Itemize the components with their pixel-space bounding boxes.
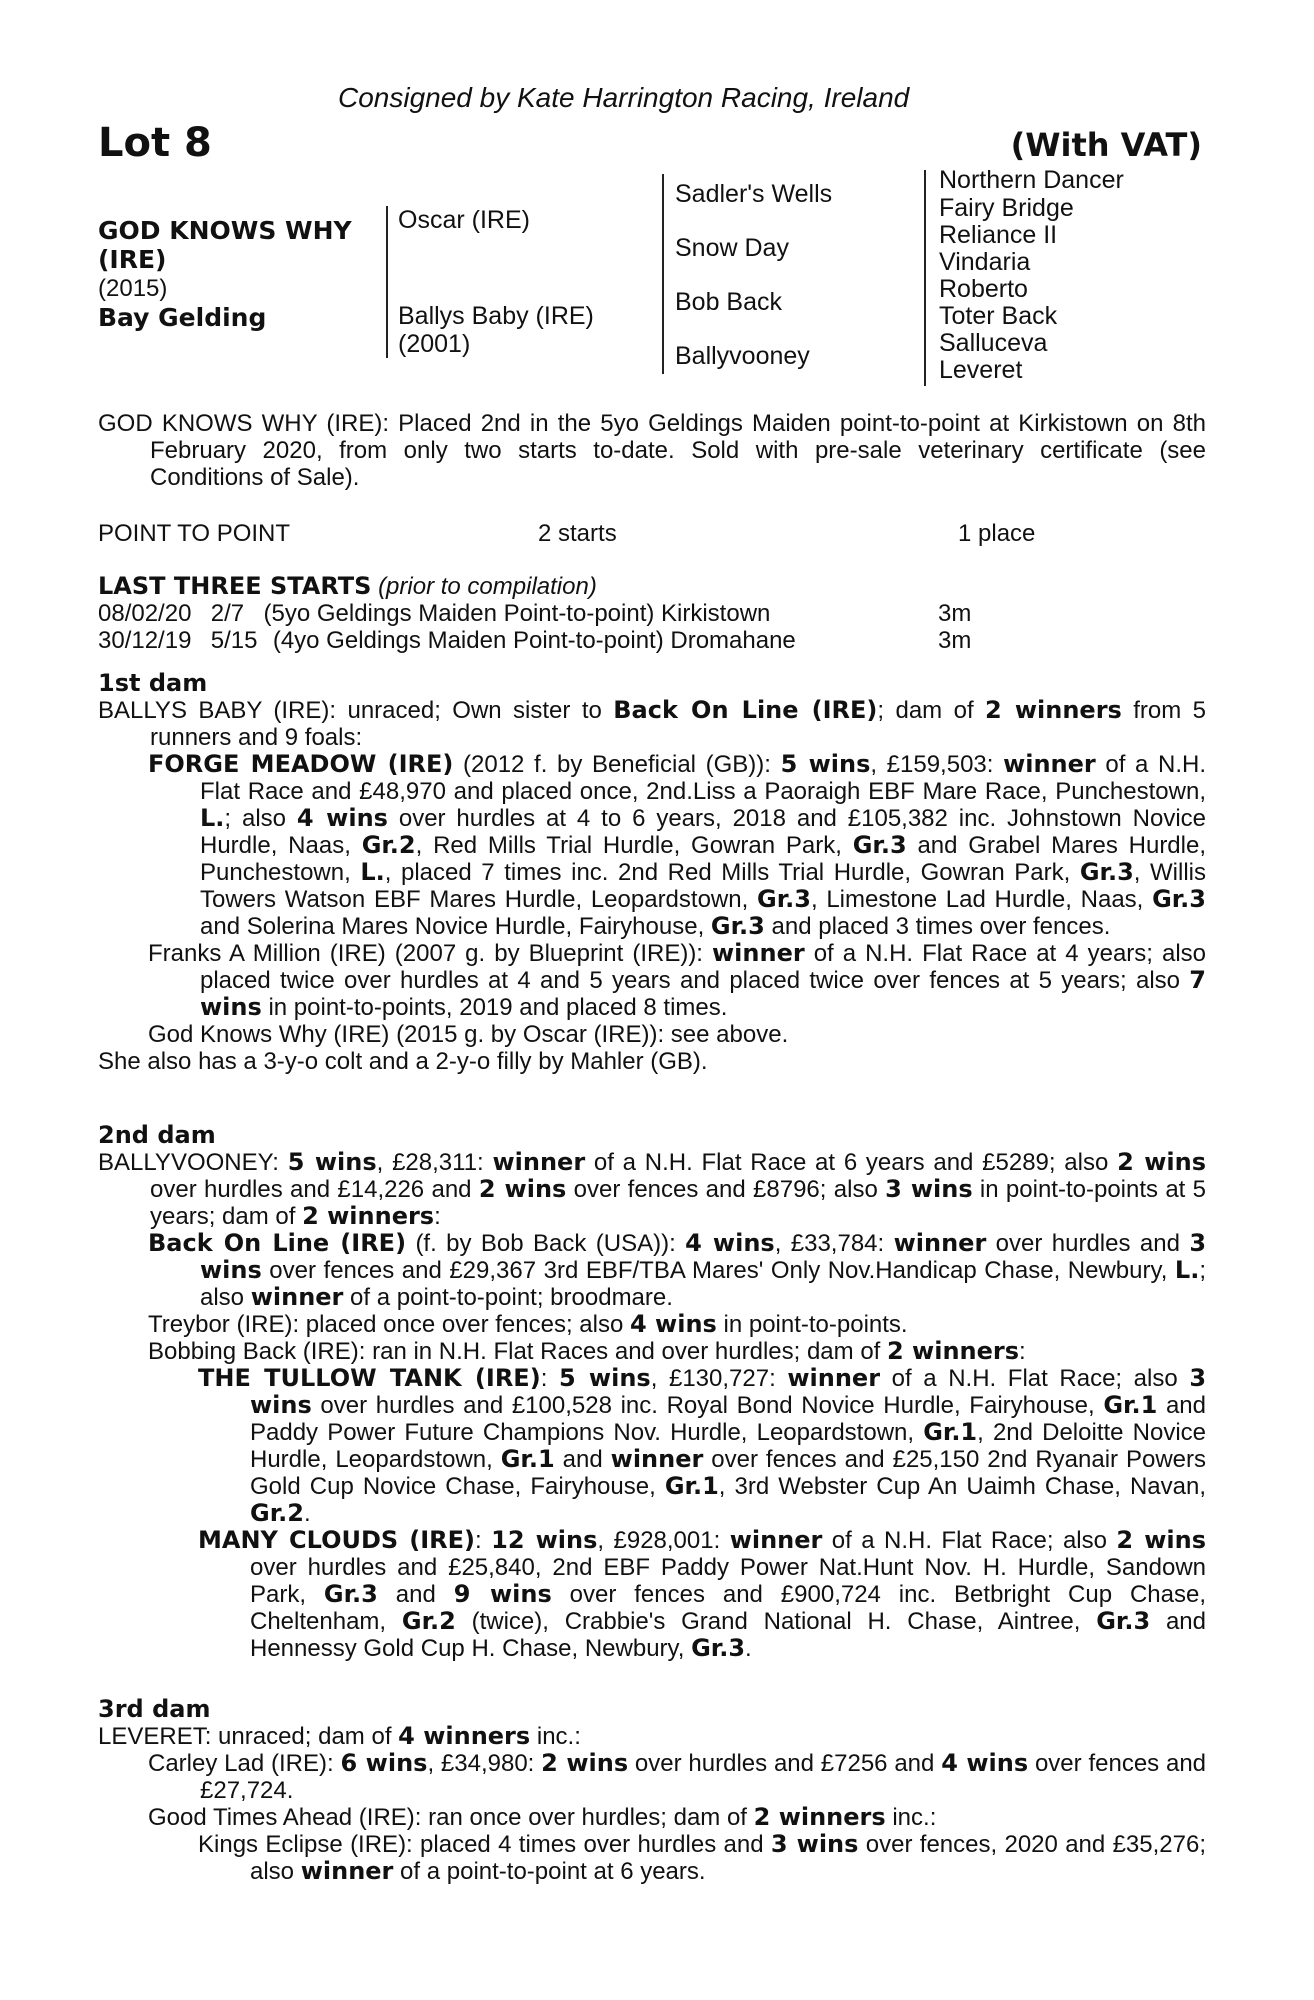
consignor-line: Consigned by Kate Harrington Racing, Ireland bbox=[338, 82, 910, 113]
second-dam-heading: 2nd dam bbox=[98, 1121, 216, 1149]
start-date: 08/02/20 bbox=[98, 600, 192, 627]
start-distance: 3m bbox=[938, 627, 972, 654]
third-dam-heading: 3rd dam bbox=[98, 1695, 211, 1723]
pedigree-gen3-5: Roberto bbox=[939, 275, 1028, 303]
summary-text: GOD KNOWS WHY (IRE): Placed 2nd in the 5yo Geldings Maiden point-to-point at Kirkistown on 8th February 2020, from only two starts to-date. Sold with pre-sale veterinary certificate (see Conditions of Sale). bbox=[98, 410, 1206, 491]
horse-sex: Bay Gelding bbox=[98, 303, 267, 332]
last-three-note: (prior to compilation) bbox=[378, 573, 597, 600]
pedigree-gen2-4: Ballyvooney bbox=[675, 342, 810, 370]
produce-many-clouds: MANY CLOUDS (IRE): 12 wins, £928,001: winner of a N.H. Flat Race; also 2 wins over hurdles and £25,840, 2nd EBF Paddy Power Nat.Hunt Nov. H. Hurdle, Sandown Park, Gr.3 and 9 wins over fences and £900,724 inc. Betbright Cup Chase, Cheltenham, Gr.2 (twice), Crabbie's Grand National H. Chase, Aintree, Gr.3 and Hennessy Gold Cup H. Chase, Newbury, Gr.3. bbox=[198, 1526, 1206, 1662]
horse-year: (2015) bbox=[98, 275, 168, 302]
summary-block bbox=[98, 410, 1206, 491]
pedigree-divider-3 bbox=[924, 170, 926, 386]
horse-info bbox=[98, 216, 352, 332]
start-race: (5yo Geldings Maiden Point-to-point) Kirkistown bbox=[263, 600, 771, 627]
start-position: 2/7 bbox=[210, 600, 245, 627]
pedigree-dam-year: (2001) bbox=[398, 330, 471, 358]
start-row bbox=[98, 600, 770, 628]
first-dam-heading: 1st dam bbox=[98, 669, 208, 697]
first-dam-intro: BALLYS BABY (IRE): unraced; Own sister to Back On Line (IRE); dam of 2 winners from 5 runners and 9 foals: bbox=[98, 696, 1207, 751]
pedigree-gen3-6: Toter Back bbox=[939, 302, 1058, 330]
third-dam-section bbox=[98, 1696, 1206, 1885]
pedigree-gen3-7: Salluceva bbox=[939, 329, 1048, 357]
last-three-heading: LAST THREE STARTS bbox=[98, 572, 372, 600]
pedigree-gen2-3: Bob Back bbox=[675, 288, 783, 316]
start-distance: 3m bbox=[938, 600, 972, 627]
second-dam-intro: BALLYVOONEY: 5 wins, £28,311: winner of a N.H. Flat Race at 6 years and £5289; also 2 wins over hurdles and £14,226 and 2 wins over fences and £8796; also 3 wins in point-to-points at 5 years; dam of 2 winners: bbox=[98, 1148, 1207, 1230]
produce-back-on-line: Back On Line (IRE) (f. by Bob Back (USA)): 4 wins, £33,784: winner over hurdles and 3 wins over fences and £29,367 3rd EBF/TBA Mares' Only Nov.Handicap Chase, Newbury, L.; also winner of a point-to-point; broodmare. bbox=[148, 1229, 1207, 1311]
pedigree-gen3-1: Northern Dancer bbox=[939, 166, 1124, 194]
pedigree-sire: Oscar (IRE) bbox=[398, 206, 530, 234]
pedigree-gen3-3: Reliance II bbox=[939, 221, 1058, 249]
third-dam-intro: LEVERET: unraced; dam of 4 winners inc.: bbox=[98, 1722, 581, 1750]
start-row bbox=[98, 627, 796, 655]
pedigree-divider-1 bbox=[386, 206, 388, 358]
produce-kings-eclipse: Kings Eclipse (IRE): placed 4 times over hurdles and 3 wins over fences, 2020 and £35,276; also winner of a point-to-point at 6 years. bbox=[198, 1830, 1207, 1885]
record-label: POINT TO POINT bbox=[98, 520, 291, 547]
start-date: 30/12/19 bbox=[98, 627, 192, 654]
pedigree-gen2-2: Snow Day bbox=[675, 234, 789, 262]
pedigree-gen3-4: Vindaria bbox=[939, 248, 1031, 276]
produce-bobbing-back: Bobbing Back (IRE): ran in N.H. Flat Races and over hurdles; dam of 2 winners: bbox=[148, 1337, 1026, 1365]
produce-good-times-ahead: Good Times Ahead (IRE): ran once over hurdles; dam of 2 winners inc.: bbox=[148, 1803, 937, 1831]
start-position: 5/15 bbox=[210, 627, 258, 654]
pedigree-divider-2 bbox=[662, 174, 664, 374]
last-three-heading-row bbox=[98, 572, 597, 601]
lot-number: Lot 8 bbox=[98, 120, 212, 166]
vat-label: (With VAT) bbox=[1010, 126, 1202, 164]
horse-name-suffix: (IRE) bbox=[98, 245, 167, 274]
second-dam-section bbox=[98, 1122, 1206, 1662]
horse-name: GOD KNOWS WHY bbox=[98, 216, 352, 245]
record-starts: 2 starts bbox=[538, 520, 617, 547]
pedigree-dam: Ballys Baby (IRE) bbox=[398, 302, 594, 330]
start-race: (4yo Geldings Maiden Point-to-point) Dromahane bbox=[272, 627, 796, 654]
produce-franks-a-million: Franks A Million (IRE) (2007 g. by Blueprint (IRE)): winner of a N.H. Flat Race at 4 years; also placed twice over hurdles at 4 and 5 years and placed twice over fences at 5 years; also 7 wins in point-to-points, 2019 and placed 8 times. bbox=[148, 939, 1206, 1021]
produce-god-knows-why: God Knows Why (IRE) (2015 g. by Oscar (IRE)): see above. bbox=[148, 1021, 789, 1048]
pedigree-gen3-2: Fairy Bridge bbox=[939, 194, 1074, 222]
first-dam-also: She also has a 3-y-o colt and a 2-y-o filly by Mahler (GB). bbox=[98, 1048, 708, 1075]
first-dam-section bbox=[98, 670, 1206, 1075]
produce-treybor: Treybor (IRE): placed once over fences; also 4 wins in point-to-points. bbox=[148, 1310, 908, 1338]
record-places: 1 place bbox=[958, 520, 1036, 547]
pedigree-gen3-8: Leveret bbox=[939, 356, 1023, 384]
produce-the-tullow-tank: THE TULLOW TANK (IRE): 5 wins, £130,727: winner of a N.H. Flat Race; also 3 wins over hurdles and £100,528 inc. Royal Bond Novice Hurdle, Fairyhouse, Gr.1 and Paddy Power Future Champions Nov. Hurdle, Leopardstown, Gr.1, 2nd Deloitte Novice Hurdle, Leopardstown, Gr.1 and winner over fences and £25,150 2nd Ryanair Powers Gold Cup Novice Chase, Fairyhouse, Gr.1, 3rd Webster Cup An Uaimh Chase, Navan, Gr.2. bbox=[198, 1364, 1207, 1527]
pedigree-gen2-1: Sadler's Wells bbox=[675, 180, 833, 208]
produce-forge-meadow: FORGE MEADOW (IRE) (2012 f. by Beneficial (GB)): 5 wins, £159,503: winner of a N.H. Flat Race and £48,970 and placed once, 2nd.Liss a Paoraigh EBF Mare Race, Punchestown, L.; also 4 wins over hurdles at 4 to 6 years, 2018 and £105,382 inc. Johnstown Novice Hurdle, Naas, Gr.2, Red Mills Trial Hurdle, Gowran Park, Gr.3 and Grabel Mares Hurdle, Punchestown, L., placed 7 times inc. 2nd Red Mills Trial Hurdle, Gowran Park, Gr.3, Willis Towers Watson EBF Mares Hurdle, Leopardstown, Gr.3, Limestone Lad Hurdle, Naas, Gr.3 and Solerina Mares Novice Hurdle, Fairyhouse, Gr.3 and placed 3 times over fences. bbox=[148, 750, 1207, 940]
produce-carley-lad: Carley Lad (IRE): 6 wins, £34,980: 2 wins over hurdles and £7256 and 4 wins over fences and £27,724. bbox=[148, 1749, 1207, 1804]
